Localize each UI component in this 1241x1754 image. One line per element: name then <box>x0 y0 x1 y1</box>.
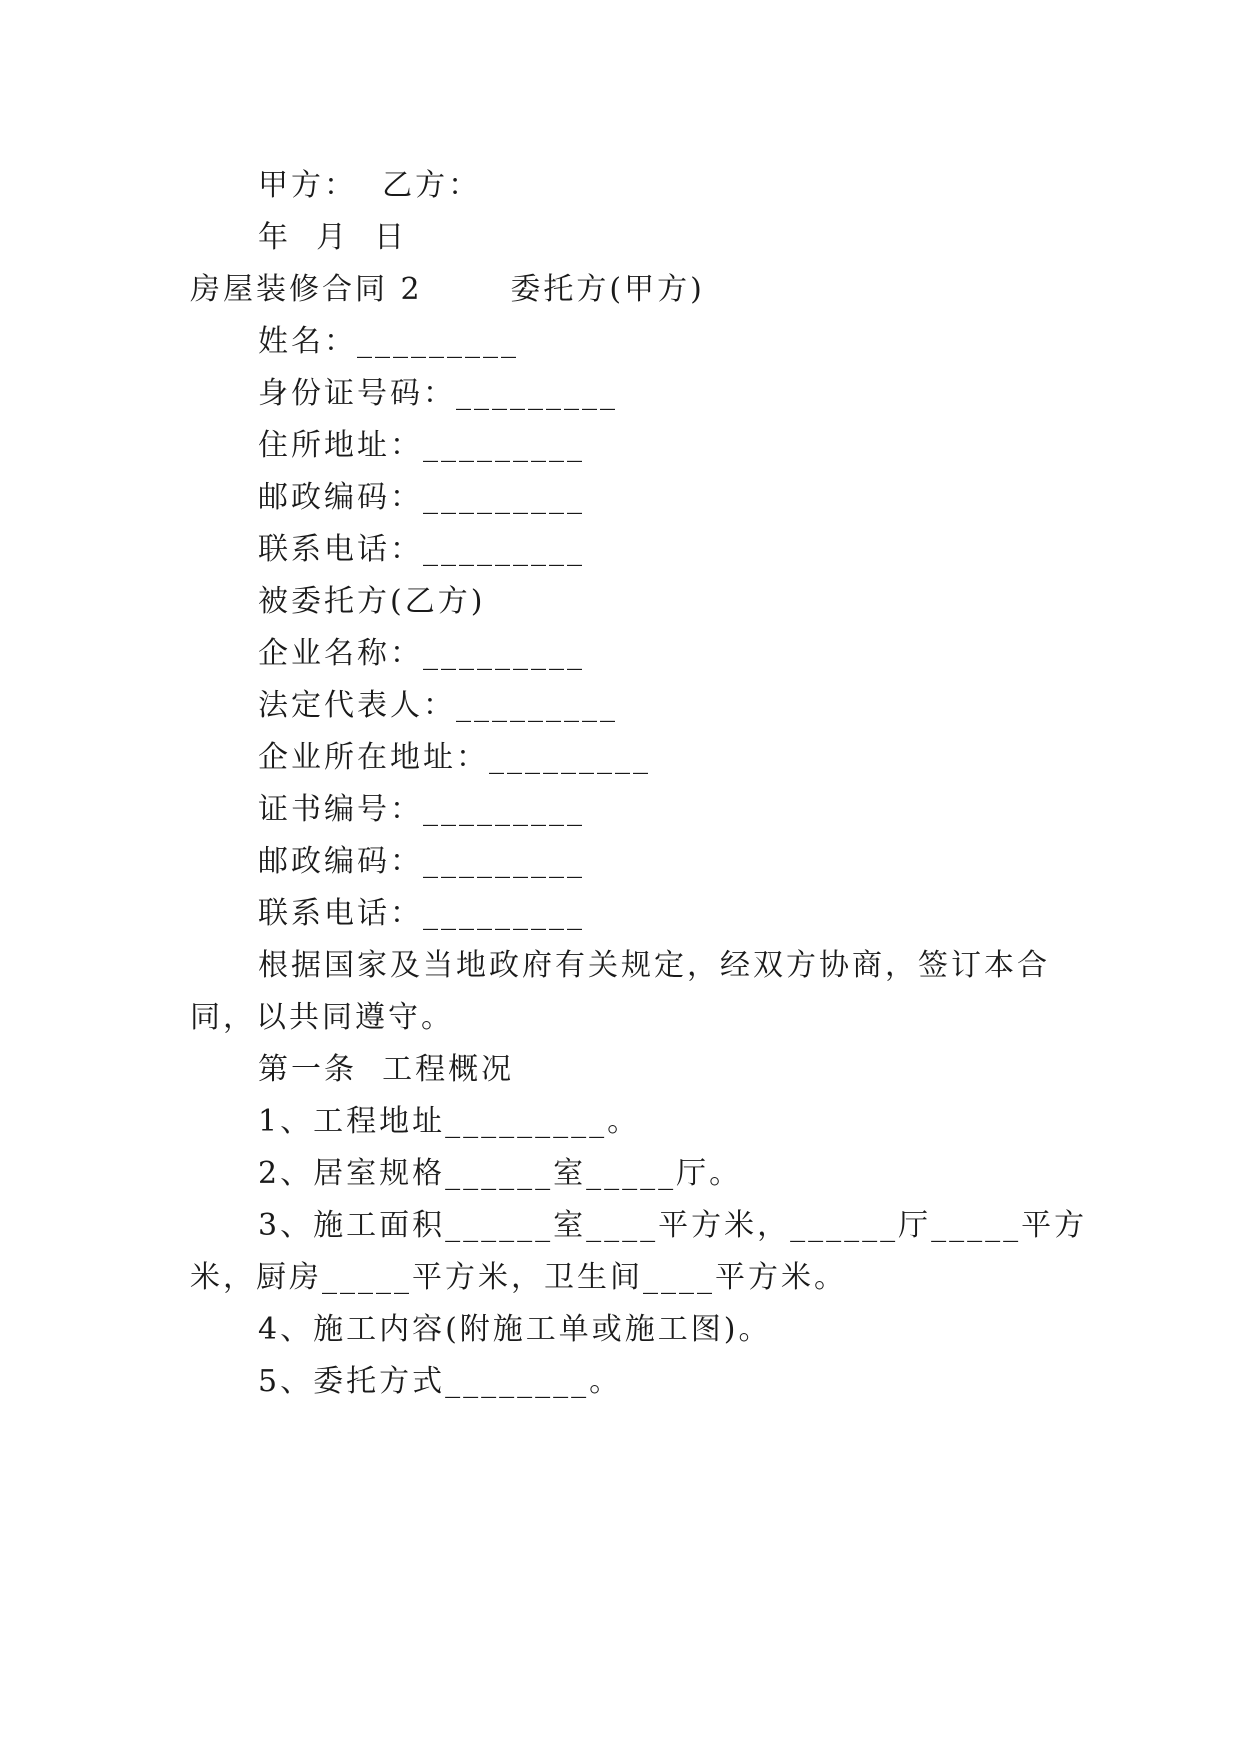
item-1-address: 1、工程地址_________。 <box>258 1104 641 1139</box>
client-postcode-field: 邮政编码：_________ <box>258 480 585 515</box>
client-id-field: 身份证号码：_________ <box>258 376 618 411</box>
client-phone-field: 联系电话：_________ <box>258 532 585 567</box>
company-address-field: 企业所在地址：_________ <box>258 740 651 775</box>
preamble-line-2: 同，以共同遵守。 <box>190 1000 454 1035</box>
party-line: 甲方： 乙方： <box>258 168 482 203</box>
client-name-field: 姓名：_________ <box>258 324 519 359</box>
company-postcode-field: 邮政编码：_________ <box>258 844 585 879</box>
contract-title-line: 房屋装修合同 2 委托方(甲方) <box>190 272 705 307</box>
client-address-field: 住所地址：_________ <box>258 428 585 463</box>
legal-rep-field: 法定代表人：_________ <box>258 688 618 723</box>
company-phone-field: 联系电话：_________ <box>258 896 585 931</box>
preamble-line-1: 根据国家及当地政府有关规定，经双方协商，签订本合 <box>258 948 1050 983</box>
item-4-content: 4、施工内容(附施工单或施工图)。 <box>258 1312 772 1347</box>
item-5-method: 5、委托方式________。 <box>258 1364 623 1399</box>
item-3-area-line-1: 3、施工面积______室____平方米，______厅_____平方 <box>258 1208 1088 1243</box>
item-2-layout: 2、居室规格______室_____厅。 <box>258 1156 743 1191</box>
contractor-heading: 被委托方(乙方) <box>258 584 486 619</box>
item-3-area-line-2: 米，厨房_____平方米，卫生间____平方米。 <box>190 1260 847 1295</box>
company-name-field: 企业名称：_________ <box>258 636 585 671</box>
certificate-number-field: 证书编号：_________ <box>258 792 585 827</box>
article-1-heading: 第一条 工程概况 <box>258 1052 515 1087</box>
date-line: 年 月 日 <box>258 220 408 255</box>
